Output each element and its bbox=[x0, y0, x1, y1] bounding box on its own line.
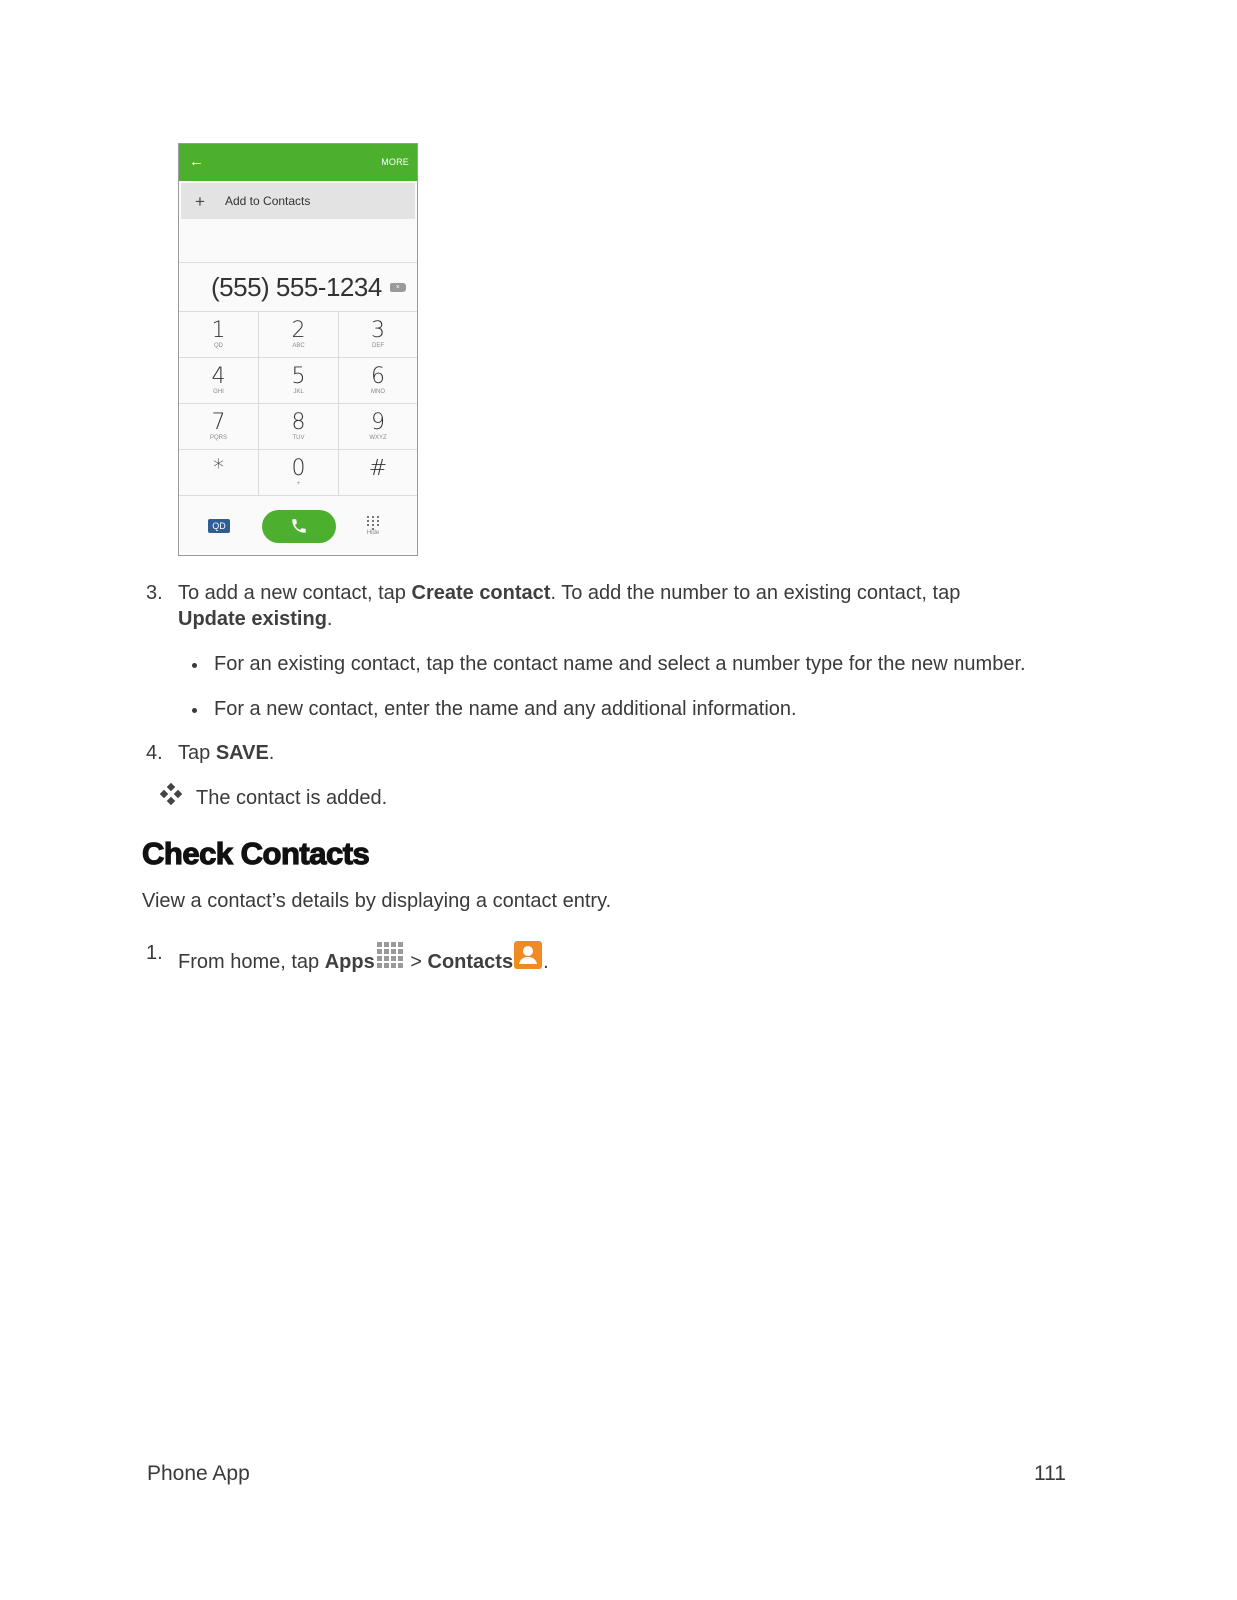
apps-term: Apps bbox=[324, 951, 375, 973]
key-digit: 2 bbox=[291, 317, 306, 343]
key-7[interactable] bbox=[179, 404, 259, 450]
key-9[interactable] bbox=[339, 404, 417, 450]
bullet-icon bbox=[192, 663, 197, 668]
bullet-text: For a new contact, enter the name and any additional information. bbox=[214, 698, 797, 720]
key-letters: MNO bbox=[371, 388, 385, 395]
section-intro: View a contact’s details by displaying a contact entry. bbox=[142, 890, 612, 912]
contacts-term: Contacts bbox=[427, 951, 514, 973]
footer-section-name: Phone App bbox=[147, 1462, 250, 1485]
dial-keypad bbox=[179, 312, 417, 496]
bullet-text: For an existing contact, tap the contact name and select a number type for the new number. bbox=[214, 653, 1026, 675]
step-3-text bbox=[178, 580, 1078, 632]
result-diamonds-icon bbox=[160, 783, 182, 805]
text: > bbox=[404, 951, 428, 973]
key-3[interactable] bbox=[339, 312, 417, 358]
dialer-bottom-bar bbox=[179, 496, 417, 556]
key-letters: TUV bbox=[292, 434, 305, 441]
save-term: SAVE bbox=[215, 742, 269, 764]
key-letters: QD bbox=[214, 342, 223, 349]
key-digit: 4 bbox=[211, 363, 226, 389]
key-letters: DEF bbox=[372, 342, 384, 349]
phone-screenshot bbox=[178, 143, 418, 556]
key-hash[interactable] bbox=[339, 450, 417, 496]
key-letters: GHI bbox=[213, 388, 224, 395]
key-8[interactable] bbox=[259, 404, 339, 450]
key-digit: 8 bbox=[291, 409, 306, 435]
step-1-text bbox=[178, 940, 549, 975]
text: . bbox=[268, 742, 275, 764]
key-digit: 3 bbox=[371, 317, 385, 343]
text: From home, tap bbox=[178, 951, 325, 973]
key-star[interactable] bbox=[179, 450, 259, 496]
hide-label: Hide bbox=[366, 530, 380, 536]
step-number: 1. bbox=[146, 942, 163, 964]
add-to-contacts-row[interactable] bbox=[181, 183, 415, 219]
step-number: 4. bbox=[146, 742, 163, 764]
bullet-icon bbox=[192, 708, 197, 713]
apps-grid-icon bbox=[375, 940, 405, 970]
key-5[interactable] bbox=[259, 358, 339, 404]
key-digit: * bbox=[213, 455, 224, 481]
add-to-contacts-label: Add to Contacts bbox=[225, 194, 311, 208]
key-2[interactable] bbox=[259, 312, 339, 358]
page-number: 111 bbox=[1034, 1462, 1066, 1485]
dialed-number-row bbox=[179, 262, 417, 312]
create-contact-term: Create contact bbox=[411, 582, 551, 604]
key-0[interactable] bbox=[259, 450, 339, 496]
call-button[interactable] bbox=[262, 510, 336, 543]
phone-icon bbox=[290, 517, 308, 535]
voicemail-icon[interactable]: QD bbox=[208, 519, 230, 533]
hide-keypad-button[interactable] bbox=[366, 516, 380, 536]
key-digit: 9 bbox=[371, 409, 385, 435]
key-letters: WXYZ bbox=[369, 434, 387, 441]
text: . bbox=[326, 608, 333, 630]
section-heading: Check Contacts bbox=[142, 836, 370, 871]
dialed-number: (555) 555-1234 bbox=[211, 271, 382, 302]
backspace-icon[interactable]: × bbox=[390, 283, 406, 292]
update-existing-term: Update existing bbox=[178, 608, 327, 630]
key-letters: PQRS bbox=[209, 434, 227, 441]
key-digit: 5 bbox=[291, 363, 306, 389]
app-bar bbox=[179, 144, 417, 181]
text: To add a new contact, tap bbox=[178, 582, 412, 604]
key-letters: + bbox=[296, 480, 301, 487]
key-4[interactable] bbox=[179, 358, 259, 404]
more-button[interactable]: MORE bbox=[381, 157, 409, 167]
text: . bbox=[543, 951, 549, 973]
key-digit: 1 bbox=[211, 317, 226, 343]
key-letters: JKL bbox=[293, 388, 304, 395]
step-number: 3. bbox=[146, 582, 163, 604]
key-letters: ABC bbox=[292, 342, 305, 349]
result-text: The contact is added. bbox=[196, 787, 388, 809]
key-1[interactable] bbox=[179, 312, 259, 358]
text: Tap bbox=[178, 742, 216, 764]
step-4-text bbox=[178, 740, 274, 766]
key-digit: # bbox=[368, 455, 388, 481]
dialpad-icon bbox=[366, 516, 380, 530]
arrow-left-icon[interactable]: ← bbox=[189, 153, 204, 170]
text: . To add the number to an existing contact, tap bbox=[550, 582, 961, 604]
contacts-app-icon bbox=[513, 940, 543, 970]
plus-icon: + bbox=[195, 191, 205, 211]
key-digit: 6 bbox=[371, 363, 385, 389]
key-digit: 0 bbox=[291, 455, 306, 481]
key-6[interactable] bbox=[339, 358, 417, 404]
key-digit: 7 bbox=[211, 409, 226, 435]
